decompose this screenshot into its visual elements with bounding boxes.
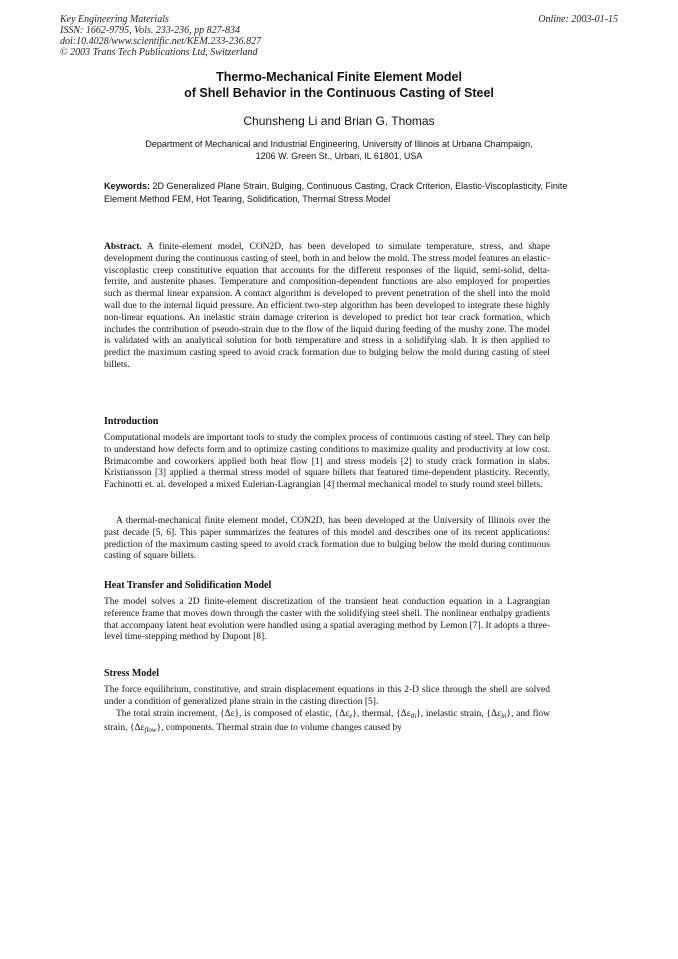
subscript-flow: flow [144, 725, 157, 734]
heat-transfer-heading: Heat Transfer and Solidification Model [104, 580, 272, 591]
online-date: Online: 2003-01-15 [538, 14, 618, 25]
heat-transfer-paragraph: The model solves a 2D finite-element discretization of the transient heat conduction equation in a Lagrangian reference frame that moves down through the caster with the solidifying steel shell. The nonlinear enthalpy gradients that accompany latent heat evolution were handled using a spatial averaging method by Lemon [7]. It adopts a three-level time-stepping method by Dupont [8]. [104, 597, 550, 643]
author-list: Chunsheng Li and Brian G. Thomas [243, 114, 435, 128]
affiliation-line-1: Department of Mechanical and Industrial Engineering, University of Illinois at Urbana Champaign, [145, 139, 533, 149]
strain-text-e: }, components. Thermal strain due to volume changes caused by [156, 722, 402, 733]
journal-name: Key Engineering Materials [60, 14, 169, 25]
stress-model-paragraph-2 [104, 709, 550, 737]
issn-line: ISSN: 1662-9795, Vols. 233-236, pp 827-834 [60, 25, 240, 36]
stress-model-paragraph-1: The force equilibrium, constitutive, and strain displacement equations in this 2-D slice through the shell are solved under a condition of generalized plane strain in the casting direction [5]. [104, 685, 550, 707]
subscript-in: in [501, 712, 507, 720]
introduction-heading: Introduction [104, 416, 159, 427]
copyright-line: © 2003 Trans Tech Publications Ltd, Switzerland [60, 47, 258, 58]
keywords-label: Keywords: [104, 181, 151, 191]
abstract [104, 242, 550, 372]
strain-text-d: }, and flow strain, {Δε [104, 709, 551, 733]
paper-title [0, 69, 678, 101]
introduction-paragraph-1: Computational models are important tools to study the complex process of continuous casting of steel. They can help to understand how defects form and to optimize casting conditions to maximize quality and productivity at low cost. Brimacombe and coworkers applied both heat flow [1] and stress models [2] to study crack formation in slabs. Kristiansson [3] applied a thermal stress model of square billets that featured time-dependent plasticity. Recently, Fachinotti et. al. developed a mixed Eulerian-Lagrangian [4] thermal mechanical model to study round steel billets. [104, 433, 550, 491]
title-line-2: of Shell Behavior in the Continuous Casting of Steel [184, 86, 494, 100]
introduction-paragraph-2: A thermal-mechanical finite element model, CON2D, has been developed at the University of Illinois over the past decade [5, 6]. This paper summarizes the features of this model and describes one of its recent applications: prediction of the maximum casting speed to avoid crack formation due to bulging below the mold during continuous casting of square billets. [104, 516, 550, 562]
subscript-th: th [410, 712, 417, 720]
keywords [104, 180, 574, 205]
affiliation-line-2: 1206 W. Green St., Urban, IL 61801, USA [255, 151, 423, 161]
abstract-label: Abstract. [104, 242, 142, 252]
strain-text-b: }, thermal, {Δε [352, 709, 411, 719]
stress-model-heading: Stress Model [104, 668, 160, 679]
strain-text-c: }, inelastic strain, {Δε [416, 709, 502, 719]
strain-text-a: The total strain increment, {Δε}, is composed of elastic, {Δε [116, 709, 350, 719]
keywords-text: 2D Generalized Plane Strain, Bulging, Continuous Casting, Crack Criterion, Elastic-Viscoplasticity, Finite Element Method FEM, Hot Tearing, Solidification, Thermal Stress Model [104, 181, 568, 204]
subscript-e: e [349, 712, 353, 720]
title-line-1: Thermo-Mechanical Finite Element Model [216, 70, 462, 84]
doi-line: doi:10.4028/www.scientific.net/KEM.233-236.827 [60, 36, 262, 47]
abstract-text: A finite-element model, CON2D, has been developed to simulate temperature, stress, and shape development during the continuous casting of steel, both in and below the mold. The stress model features an elastic-viscoplastic creep constitutive equation that accounts for the different responses of the liquid, semi-solid, delta-ferrite, and austenite phases. Temperature and composition-dependent functions are also employed for properties such as thermal linear expansion. A contact algorithm is developed to prevent penetration of the shell into the mold wall due to the internal liquid pressure. An efficient two-step algorithm has been developed to integrate these highly non-linear equations. An inelastic strain damage criterion is developed to predict hot tear crack formation, which includes the contribution of pseudo-strain due to the flow of the liquid during feeding of the mushy zone. The model is validated with an analytical solution for both temperature and stress in a solidifying slab. It is then applied to predict the maximum casting speed to avoid crack formation due to bulging below the mold during casting of steel billets. [104, 242, 550, 370]
journal-header [60, 14, 261, 58]
affiliation [0, 138, 678, 162]
